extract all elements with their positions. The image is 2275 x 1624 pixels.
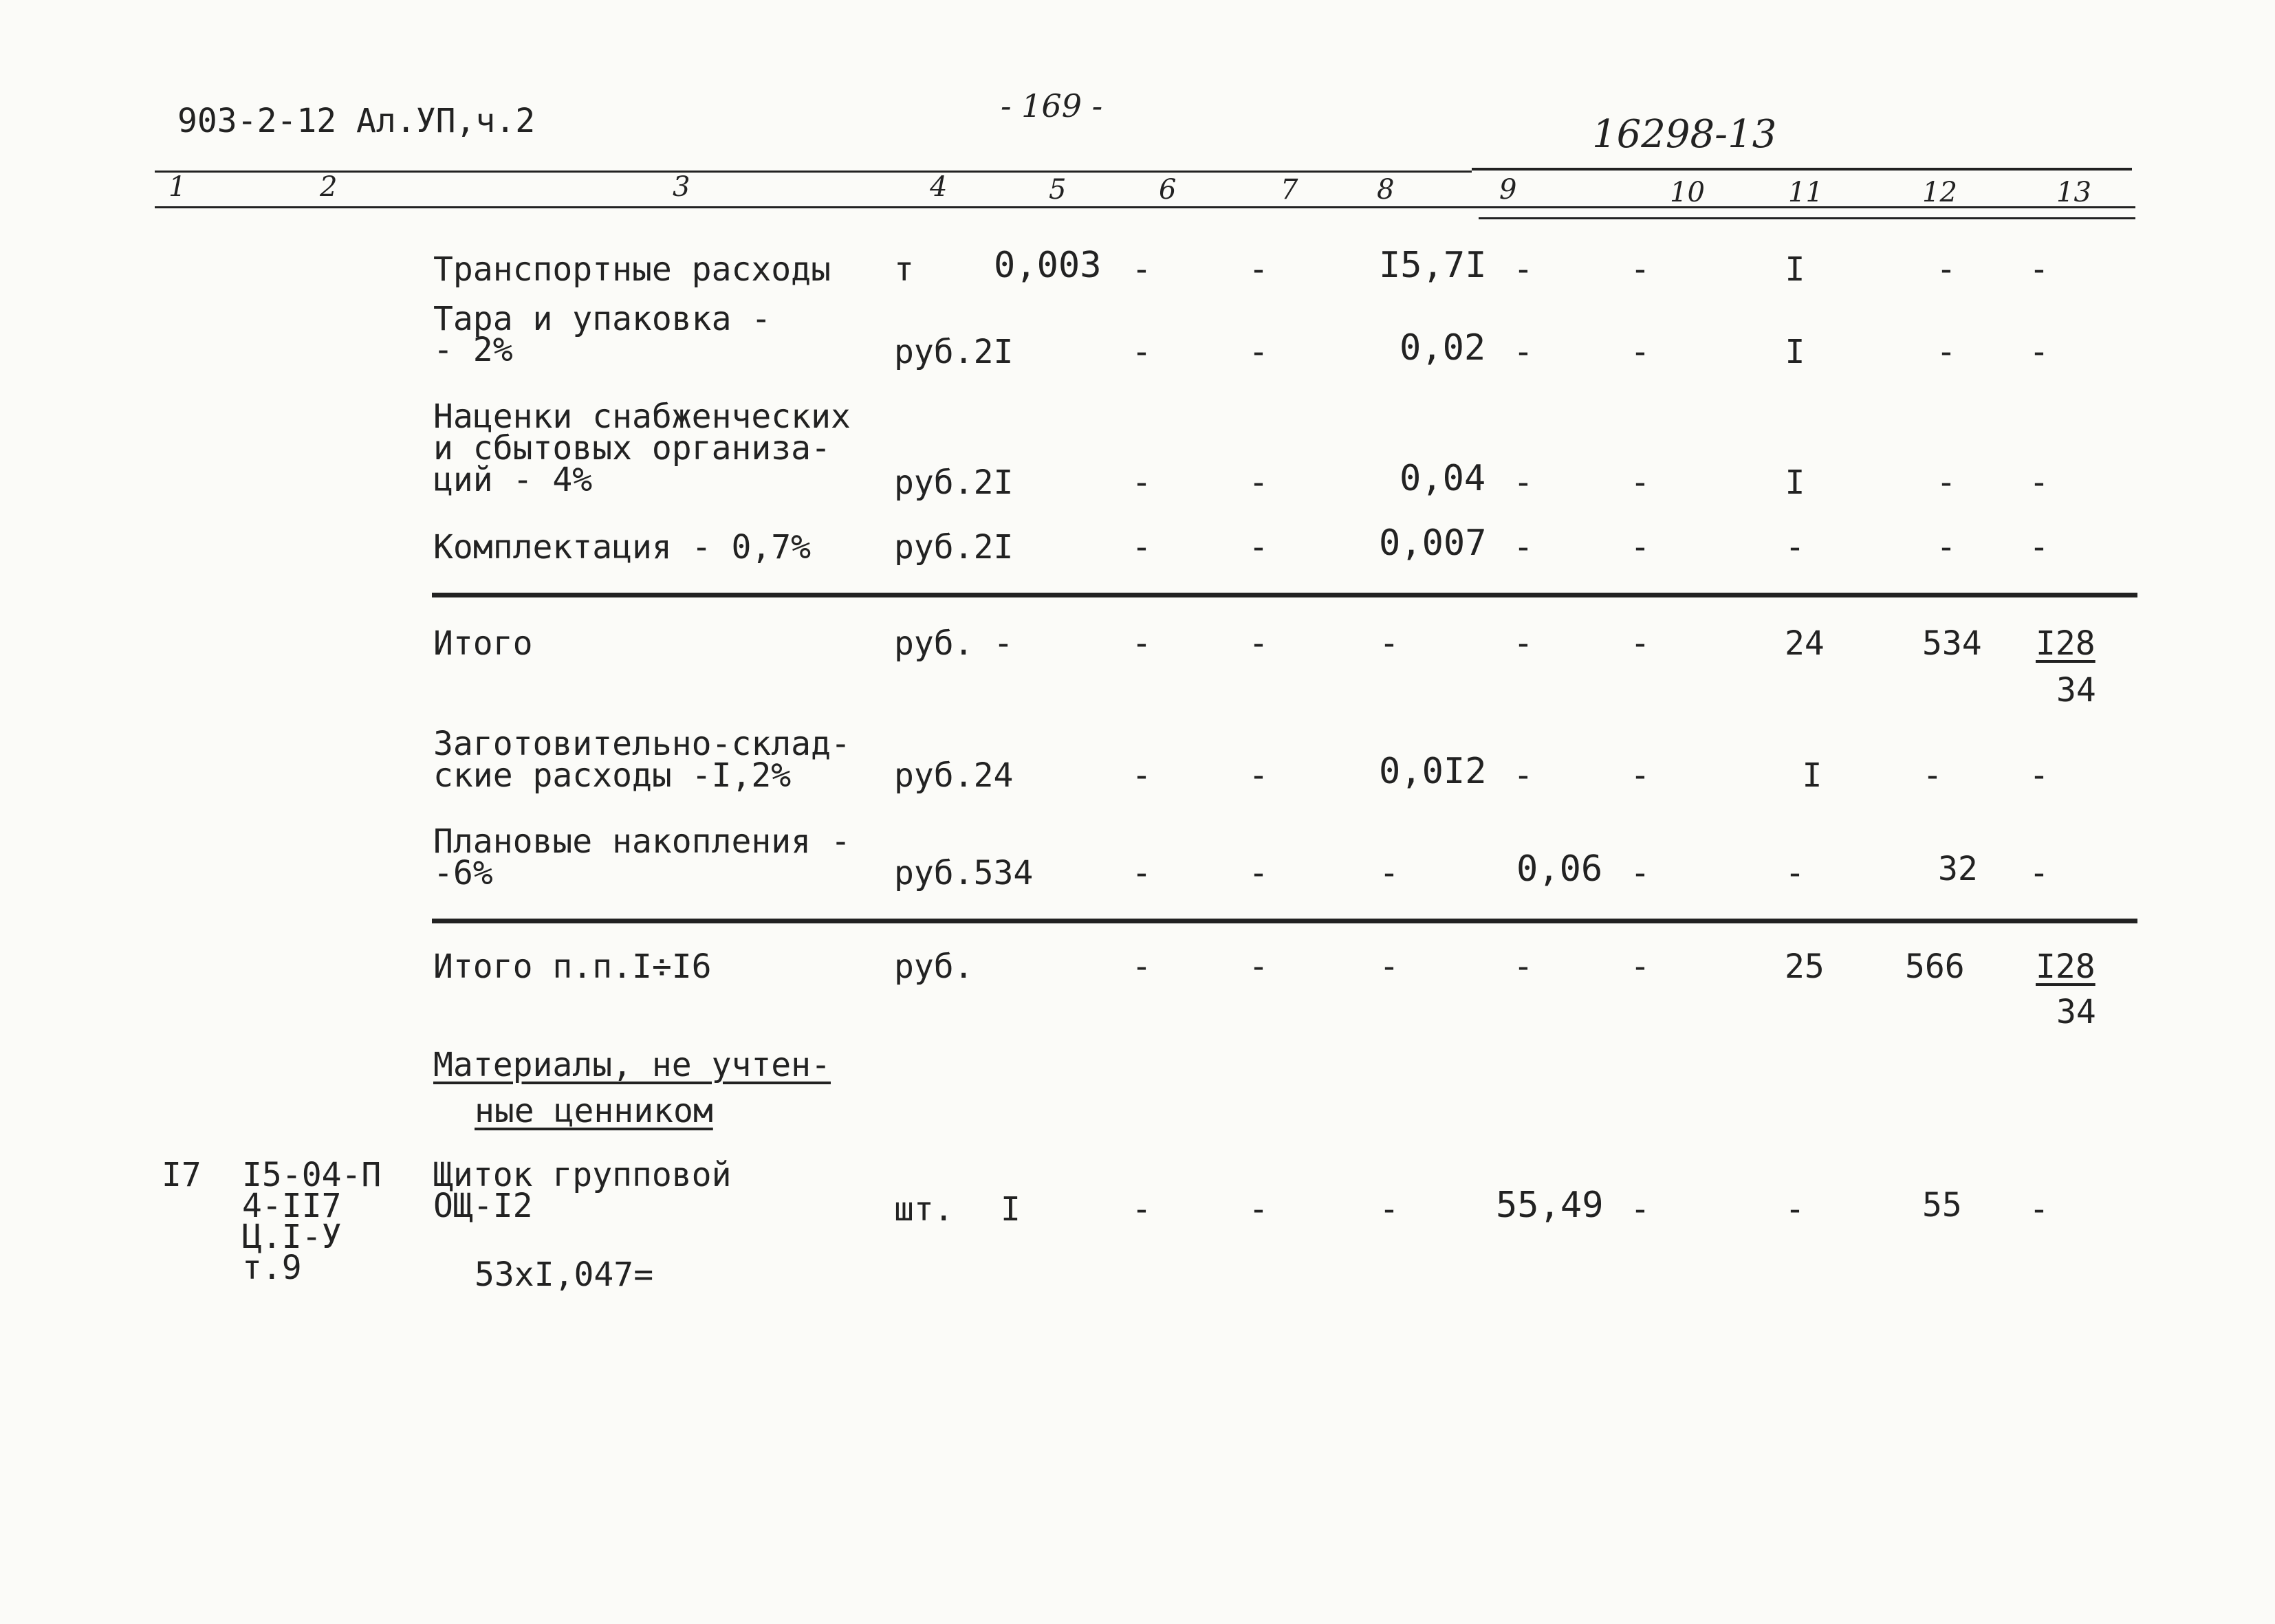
col-2: 2: [320, 171, 338, 203]
row-tara-c9: -: [1513, 333, 1534, 371]
row-itogo-pp-c12: 566: [1905, 947, 1965, 986]
col-13: 13: [2056, 177, 2091, 208]
row-shitok-c8: -: [1379, 1190, 1400, 1229]
row-transport-unit: т: [894, 250, 914, 289]
doc-code: 903-2-12: [177, 102, 337, 140]
section-separator-2: [432, 919, 2137, 923]
row-itogo-pp-c7: -: [1248, 947, 1269, 986]
row-tara-c7: -: [1248, 333, 1269, 371]
row-transport-name: Транспортные расходы: [433, 250, 831, 289]
row-markup-c10: -: [1630, 463, 1651, 502]
row-shitok-num: I7: [162, 1156, 202, 1194]
row-plan-name-line2: -6%: [433, 854, 493, 892]
row-tara-c8: 0,02: [1400, 327, 1486, 369]
row-itogo-pp-c9: -: [1513, 947, 1534, 986]
row-zagot-c6: -: [1131, 756, 1152, 795]
row-plan-c12: 32: [1938, 850, 1978, 888]
row-plan-c8: -: [1379, 854, 1400, 892]
section-heading-line1: Материалы, не учтен-: [433, 1046, 831, 1084]
row-plan-c7: -: [1248, 854, 1269, 892]
row-shitok-c7: -: [1248, 1190, 1269, 1229]
row-shitok-code-line2: 4-II7: [242, 1187, 342, 1225]
row-markup-c11: I: [1785, 463, 1805, 502]
row-tara-unit: руб.2I: [894, 333, 1014, 371]
header-rule-top-left: [155, 171, 1472, 173]
section-separator: [432, 593, 2137, 597]
row-kompl-name: Комплектация - 0,7%: [433, 528, 812, 567]
row-kompl-c9: -: [1513, 528, 1534, 567]
row-markup-c9: -: [1513, 463, 1534, 502]
row-transport-c6: -: [1131, 250, 1152, 289]
row-tara-name-line2: - 2%: [433, 331, 513, 369]
row-itogo-name: Итого: [433, 624, 533, 663]
row-plan-c9: 0,06: [1516, 848, 1603, 890]
col-11: 11: [1788, 177, 1823, 208]
row-tara-c11: I: [1785, 333, 1805, 371]
col-5: 5: [1049, 174, 1067, 206]
row-zagot-name-line2: ские расходы -I,2%: [433, 756, 792, 795]
row-itogo-c13-top: I28: [2036, 624, 2096, 663]
row-transport-c10: -: [1630, 250, 1651, 289]
row-kompl-c6: -: [1131, 528, 1152, 567]
col-10: 10: [1670, 177, 1705, 208]
row-itogo-c10: -: [1630, 624, 1651, 663]
row-itogo-pp-c6: -: [1131, 947, 1152, 986]
row-kompl-c8: 0,007: [1379, 523, 1487, 564]
row-shitok-c6: -: [1131, 1190, 1152, 1229]
row-kompl-unit: руб.2I: [894, 528, 1014, 567]
row-transport-c11: I: [1785, 250, 1805, 289]
row-kompl-c7: -: [1248, 528, 1269, 567]
row-plan-c13: -: [2029, 854, 2049, 892]
row-markup-name-line1: Наценки снабженческих: [433, 397, 851, 436]
inventory-number: 16298-13: [1592, 112, 1777, 157]
row-shitok-c13: -: [2029, 1190, 2049, 1229]
col-12: 12: [1922, 177, 1957, 208]
row-zagot-c8: 0,0I2: [1379, 751, 1487, 792]
row-transport-c8: I5,7I: [1379, 245, 1487, 286]
row-transport-c7: -: [1248, 250, 1269, 289]
row-zagot-c12: -: [1922, 756, 1943, 795]
col-4: 4: [930, 171, 948, 203]
row-plan-unit: руб.534: [894, 854, 1034, 892]
row-itogo-pp-unit: руб.: [894, 947, 974, 986]
row-itogo-c6: -: [1131, 624, 1152, 663]
page-number: - 169 -: [1001, 87, 1103, 124]
col-6: 6: [1159, 174, 1177, 206]
row-itogo-pp-name: Итого п.п.I÷I6: [433, 947, 712, 986]
row-shitok-code-line4: т.9: [242, 1249, 302, 1287]
row-itogo-pp-c11: 25: [1785, 947, 1825, 986]
row-zagot-c9: -: [1513, 756, 1534, 795]
row-plan-c11: -: [1785, 854, 1805, 892]
row-shitok-code-line3: Ц.I-У: [242, 1218, 342, 1256]
row-transport-qty: 0,003: [994, 245, 1102, 286]
row-zagot-c10: -: [1630, 756, 1651, 795]
row-transport-c12: -: [1936, 250, 1957, 289]
col-1: 1: [168, 171, 186, 203]
row-markup-name-line2: и сбытовых организа-: [433, 429, 831, 468]
row-shitok-name-line1: Щиток групповой: [433, 1156, 732, 1194]
row-shitok-formula: 53xI,047=: [475, 1255, 654, 1294]
row-zagot-unit: руб.24: [894, 756, 1014, 795]
row-itogo-pp-c13-bottom: 34: [2056, 993, 2096, 1031]
row-tara-name-line1: Тара и упаковка -: [433, 300, 772, 338]
row-shitok-c10: -: [1630, 1190, 1651, 1229]
row-tara-c10: -: [1630, 333, 1651, 371]
col-3: 3: [673, 171, 690, 203]
row-shitok-unit: шт.: [894, 1190, 954, 1229]
row-shitok-c9: 55,49: [1496, 1185, 1604, 1226]
row-kompl-c13: -: [2029, 528, 2049, 567]
row-plan-name-line1: Плановые накопления -: [433, 822, 851, 861]
row-itogo-c8: -: [1379, 624, 1400, 663]
col-8: 8: [1377, 174, 1395, 206]
row-itogo-c7: -: [1248, 624, 1269, 663]
row-zagot-c11: I: [1802, 756, 1822, 795]
row-kompl-c11: -: [1785, 528, 1805, 567]
col-9: 9: [1499, 174, 1517, 206]
row-markup-c13: -: [2029, 463, 2049, 502]
row-shitok-c11: -: [1785, 1190, 1805, 1229]
row-itogo-pp-c10: -: [1630, 947, 1651, 986]
header-rule-top-right: [1472, 168, 2132, 171]
header-rule-bottom: [155, 206, 2135, 208]
row-shitok-c12: 55: [1922, 1186, 1962, 1225]
row-transport-c13: -: [2029, 250, 2049, 289]
row-shitok-code-line1: I5-04-П: [242, 1156, 382, 1194]
row-itogo-c12: 534: [1922, 624, 1982, 663]
row-kompl-c10: -: [1630, 528, 1651, 567]
row-itogo-c9: -: [1513, 624, 1534, 663]
row-itogo-pp-c13-top: I28: [2036, 947, 2096, 986]
row-zagot-name-line1: Заготовительно-склад-: [433, 725, 851, 763]
header-rule-bottom-right: [1479, 217, 2135, 219]
row-plan-c10: -: [1630, 854, 1651, 892]
row-markup-c6: -: [1131, 463, 1152, 502]
row-tara-c13: -: [2029, 333, 2049, 371]
row-shitok-qty: I: [1001, 1190, 1021, 1229]
row-zagot-c7: -: [1248, 756, 1269, 795]
row-markup-c8: 0,04: [1400, 458, 1486, 499]
section-heading-line2: ные ценником: [475, 1092, 713, 1130]
row-itogo-pp-c8: -: [1379, 947, 1400, 986]
album-ref: Ал.УП,ч.2: [356, 102, 536, 140]
row-transport-c9: -: [1513, 250, 1534, 289]
row-zagot-c13: -: [2029, 756, 2049, 795]
row-markup-unit: руб.2I: [894, 463, 1014, 502]
row-shitok-name-line2: ОЩ-I2: [433, 1187, 533, 1225]
row-markup-c7: -: [1248, 463, 1269, 502]
row-markup-name-line3: ций - 4%: [433, 461, 593, 499]
row-tara-c12: -: [1936, 333, 1957, 371]
row-markup-c12: -: [1936, 463, 1957, 502]
row-itogo-unit: руб. -: [894, 624, 1014, 663]
row-itogo-c13-bottom: 34: [2056, 671, 2096, 710]
row-plan-c6: -: [1131, 854, 1152, 892]
row-kompl-c12: -: [1936, 528, 1957, 567]
row-tara-c6: -: [1131, 333, 1152, 371]
row-itogo-c11: 24: [1785, 624, 1825, 663]
col-7: 7: [1281, 174, 1298, 206]
